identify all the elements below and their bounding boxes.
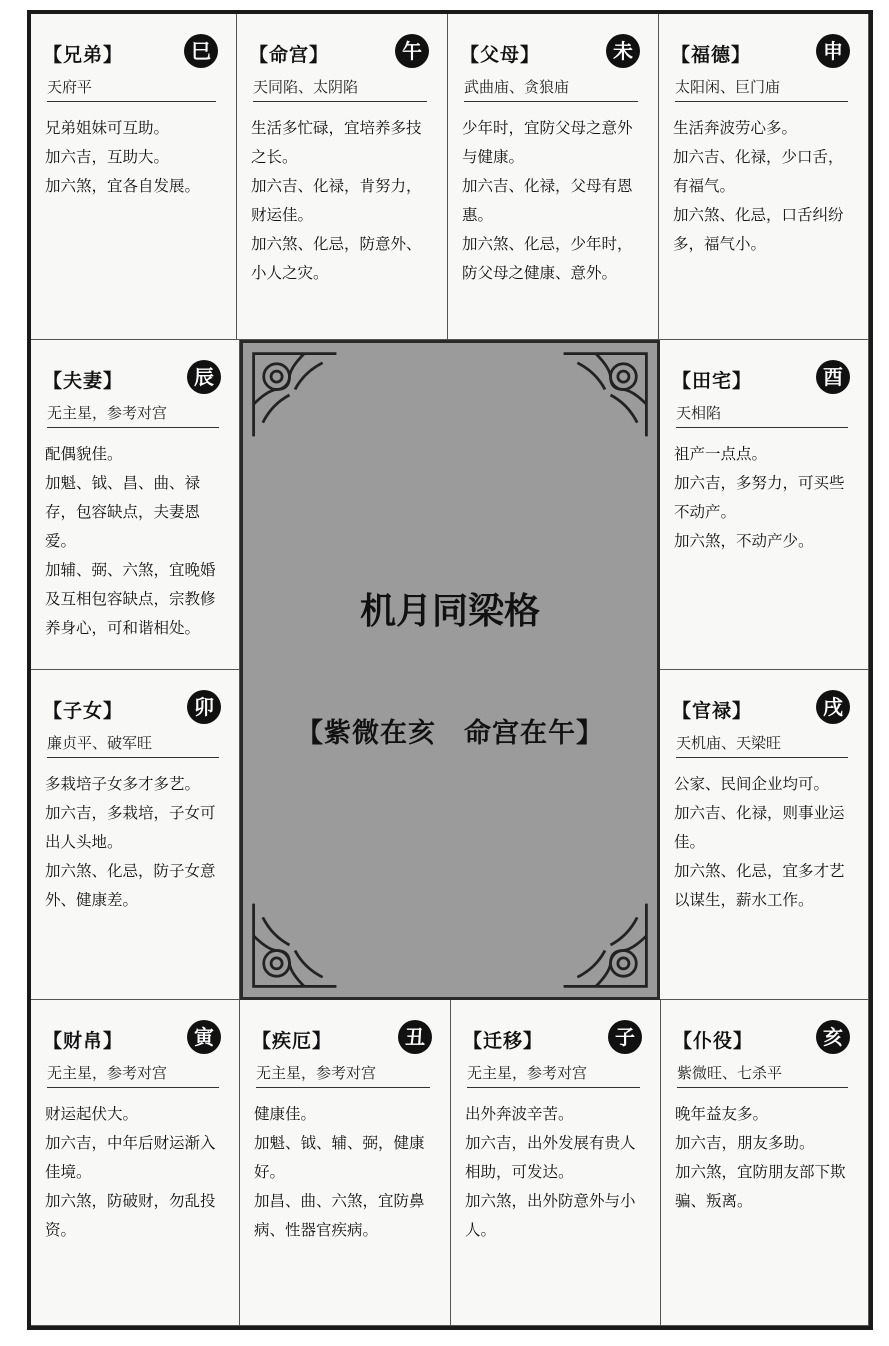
description-line: 生活多忙碌，宜培养多技之长。 bbox=[251, 119, 422, 166]
palace-description bbox=[45, 440, 225, 643]
palace-parents bbox=[448, 14, 659, 340]
palace-stars: 无主星，参考对宫 bbox=[47, 1060, 219, 1088]
palace-description bbox=[462, 114, 644, 288]
palace-friends bbox=[661, 1000, 869, 1326]
palace-title: 【子女】 bbox=[43, 700, 124, 722]
palace-wealth bbox=[31, 1000, 240, 1326]
palace-title: 【仆役】 bbox=[673, 1030, 754, 1052]
earthly-branch-badge: 辰 bbox=[187, 360, 221, 394]
description-line: 加六煞、化忌，防子女意外、健康差。 bbox=[45, 862, 216, 909]
earthly-branch-badge: 午 bbox=[395, 34, 429, 68]
description-line: 加六吉、化禄，少口舌，有福气。 bbox=[673, 148, 844, 195]
description-line: 加六煞，不动产少。 bbox=[674, 532, 814, 550]
palace-description bbox=[45, 1100, 225, 1245]
corner-ornament-bottom-right bbox=[559, 899, 651, 991]
palace-header bbox=[251, 40, 433, 74]
description-line: 祖产一点点。 bbox=[674, 445, 768, 463]
description-line: 加魁、钺、辅、弼，健康好。 bbox=[254, 1134, 425, 1181]
palace-stars: 天同陷、太阴陷 bbox=[253, 74, 427, 102]
palace-header bbox=[45, 366, 225, 400]
palace-children bbox=[31, 670, 240, 1000]
palace-stars: 天府平 bbox=[47, 74, 216, 102]
description-line: 加六吉，中年后财运渐入佳境。 bbox=[45, 1134, 216, 1181]
palace-description bbox=[674, 770, 854, 915]
palace-title: 【迁移】 bbox=[463, 1030, 544, 1052]
palace-stars: 无主星，参考对宫 bbox=[467, 1060, 640, 1088]
description-line: 加六煞、化忌，口舌纠纷多，福气小。 bbox=[673, 206, 844, 253]
palace-header bbox=[675, 1026, 854, 1060]
palace-brothers bbox=[31, 14, 237, 340]
palace-description bbox=[254, 1100, 436, 1245]
palace-description bbox=[675, 1100, 854, 1216]
palace-stars: 天机庙、天梁旺 bbox=[676, 730, 848, 758]
description-line: 健康佳。 bbox=[254, 1105, 317, 1123]
description-line: 兄弟姐妹可互助。 bbox=[45, 119, 170, 137]
description-line: 配偶貌佳。 bbox=[45, 445, 123, 463]
palace-health bbox=[240, 1000, 451, 1326]
description-line: 加六吉，多栽培，子女可出人头地。 bbox=[45, 804, 216, 851]
palace-header bbox=[674, 696, 854, 730]
corner-ornament-top-right bbox=[559, 349, 651, 441]
palace-title: 【福德】 bbox=[671, 44, 752, 66]
description-line: 晚年益友多。 bbox=[675, 1105, 769, 1123]
description-line: 财运起伏大。 bbox=[45, 1105, 139, 1123]
palace-title: 【疾厄】 bbox=[252, 1030, 333, 1052]
description-line: 公家、民间企业均可。 bbox=[674, 775, 830, 793]
palace-stars: 太阳闲、巨门庙 bbox=[675, 74, 848, 102]
palace-property bbox=[660, 340, 869, 670]
description-line: 加魁、钺、昌、曲、禄存，包容缺点，夫妻恩爱。 bbox=[45, 474, 201, 550]
description-line: 加六煞、化忌，防意外、小人之灾。 bbox=[251, 235, 422, 282]
palace-title: 【夫妻】 bbox=[43, 370, 124, 392]
palace-stars: 无主星，参考对宫 bbox=[256, 1060, 430, 1088]
palace-description bbox=[45, 114, 222, 201]
corner-ornament-top-left bbox=[249, 349, 341, 441]
earthly-branch-badge: 卯 bbox=[187, 690, 221, 724]
earthly-branch-badge: 酉 bbox=[816, 360, 850, 394]
palace-spouse bbox=[31, 340, 240, 670]
earthly-branch-badge: 申 bbox=[816, 34, 850, 68]
description-line: 加六煞，出外防意外与小人。 bbox=[465, 1192, 636, 1239]
palace-life bbox=[237, 14, 448, 340]
description-line: 加六吉，互助大。 bbox=[45, 148, 170, 166]
palace-header bbox=[254, 1026, 436, 1060]
palace-stars: 无主星，参考对宫 bbox=[47, 400, 219, 428]
palace-description bbox=[674, 440, 854, 556]
palace-title: 【父母】 bbox=[460, 44, 541, 66]
description-line: 生活奔波劳心多。 bbox=[673, 119, 798, 137]
earthly-branch-badge: 子 bbox=[608, 1020, 642, 1054]
earthly-branch-badge: 寅 bbox=[187, 1020, 221, 1054]
earthly-branch-badge: 巳 bbox=[184, 34, 218, 68]
description-line: 少年时，宜防父母之意外与健康。 bbox=[462, 119, 633, 166]
description-line: 加六吉，多努力，可买些不动产。 bbox=[674, 474, 845, 521]
palace-stars: 武曲庙、贪狼庙 bbox=[464, 74, 638, 102]
description-line: 加六煞、化忌，少年时，防父母之健康、意外。 bbox=[462, 235, 633, 282]
description-line: 加六吉，出外发展有贵人相助，可发达。 bbox=[465, 1134, 636, 1181]
palace-travel bbox=[451, 1000, 661, 1326]
description-line: 加六吉，朋友多助。 bbox=[675, 1134, 815, 1152]
corner-ornament-bottom-left bbox=[249, 899, 341, 991]
description-line: 加辅、弼、六煞，宜晚婚及互相包容缺点，宗教修养身心，可和谐相处。 bbox=[45, 561, 216, 637]
palace-header bbox=[465, 1026, 646, 1060]
palace-header bbox=[674, 366, 854, 400]
earthly-branch-badge: 戌 bbox=[816, 690, 850, 724]
palace-description bbox=[465, 1100, 646, 1245]
palace-header bbox=[45, 696, 225, 730]
chart-title: 机月同梁格 bbox=[359, 590, 540, 632]
description-line: 加六煞，宜防朋友部下欺骗、叛离。 bbox=[675, 1163, 846, 1210]
palace-stars: 廉贞平、破军旺 bbox=[47, 730, 219, 758]
description-line: 加六煞，宜各自发展。 bbox=[45, 177, 201, 195]
description-line: 加六煞、化忌，宜多才艺以谋生，薪水工作。 bbox=[674, 862, 845, 909]
earthly-branch-badge: 丑 bbox=[398, 1020, 432, 1054]
palace-fortune bbox=[659, 14, 869, 340]
description-line: 加六吉、化禄，则事业运佳。 bbox=[674, 804, 845, 851]
palace-career bbox=[660, 670, 869, 1000]
earthly-branch-badge: 未 bbox=[606, 34, 640, 68]
description-line: 出外奔波辛苦。 bbox=[465, 1105, 574, 1123]
description-line: 加六吉、化禄，肯努力，财运佳。 bbox=[251, 177, 422, 224]
palace-stars: 天相陷 bbox=[676, 400, 848, 428]
palace-description bbox=[45, 770, 225, 915]
chart-subtitle: 【紫微在亥 命宫在午】 bbox=[296, 718, 604, 749]
palace-header bbox=[462, 40, 644, 74]
palace-title: 【官禄】 bbox=[672, 700, 753, 722]
palace-title: 【兄弟】 bbox=[43, 44, 124, 66]
palace-description bbox=[673, 114, 854, 259]
description-line: 加六吉、化禄，父母有恩惠。 bbox=[462, 177, 633, 224]
palace-header bbox=[45, 1026, 225, 1060]
description-line: 加昌、曲、六煞，宜防鼻病、性器官疾病。 bbox=[254, 1192, 425, 1239]
palace-header bbox=[45, 40, 222, 74]
description-line: 加六煞，防破财，勿乱投资。 bbox=[45, 1192, 216, 1239]
palace-title: 【田宅】 bbox=[672, 370, 753, 392]
palace-stars: 紫微旺、七杀平 bbox=[677, 1060, 848, 1088]
palace-title: 【命宫】 bbox=[249, 44, 330, 66]
palace-title: 【财帛】 bbox=[43, 1030, 124, 1052]
description-line: 多栽培子女多才多艺。 bbox=[45, 775, 201, 793]
palace-description bbox=[251, 114, 433, 288]
center-panel bbox=[240, 340, 660, 1000]
palace-header bbox=[673, 40, 854, 74]
earthly-branch-badge: 亥 bbox=[816, 1020, 850, 1054]
